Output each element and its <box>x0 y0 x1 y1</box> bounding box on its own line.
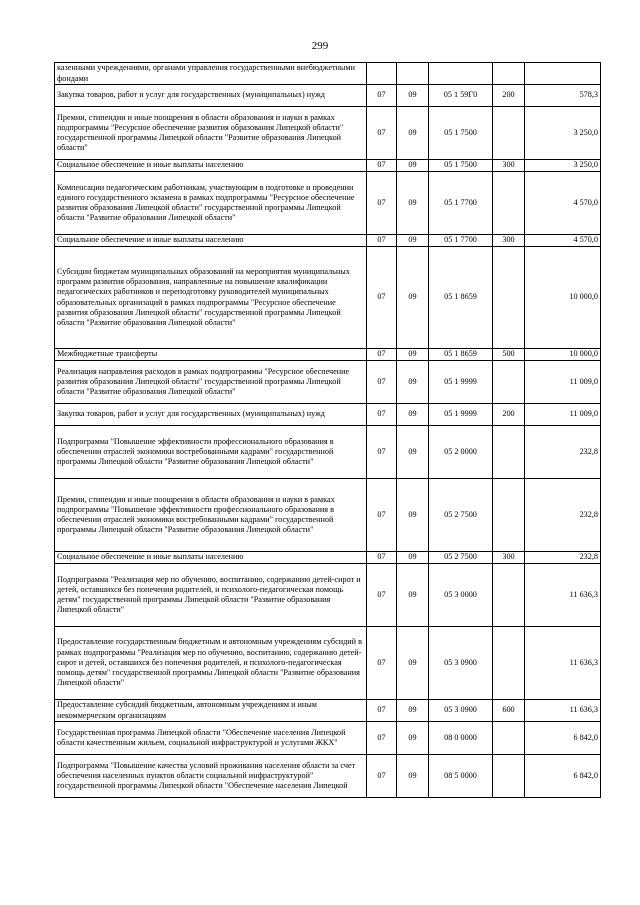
row-section: 07 <box>367 404 397 426</box>
row-name: Закупка товаров, работ и услуг для государственных (муниципальных) нужд <box>55 85 367 107</box>
row-section: 07 <box>367 722 397 755</box>
row-sum: 11 009,0 <box>525 404 601 426</box>
row-expense-type: 200 <box>493 404 525 426</box>
row-target-article: 05 1 7700 <box>429 172 493 235</box>
row-section: 07 <box>367 85 397 107</box>
row-target-article: 05 1 9999 <box>429 361 493 404</box>
row-subsection: 09 <box>397 160 429 172</box>
row-expense-type: 300 <box>493 235 525 247</box>
table-row <box>55 755 601 798</box>
row-section <box>367 63 397 85</box>
row-sum: 10 000,0 <box>525 349 601 361</box>
row-expense-type: 300 <box>493 160 525 172</box>
row-target-article: 05 1 7700 <box>429 235 493 247</box>
row-name: Предоставление государственным бюджетным и автономным учреждениям субсидий в рамках подпрограммы "Реализация мер по обучению, воспитанию, содержанию детей-сирот и детей, оставшихся без попечения родителей, и психолого-педагогическая помощь детям" государственной программы Липецкой области "Развитие образования Липецкой области" <box>55 627 367 700</box>
row-expense-type: 600 <box>493 700 525 722</box>
row-target-article: 08 5 0000 <box>429 755 493 798</box>
table-row <box>55 479 601 552</box>
row-expense-type <box>493 426 525 479</box>
row-name: Закупка товаров, работ и услуг для государственных (муниципальных) нужд <box>55 404 367 426</box>
row-section: 07 <box>367 479 397 552</box>
row-name: Межбюджетные трансферты <box>55 349 367 361</box>
budget-table-body <box>55 63 601 798</box>
row-subsection: 09 <box>397 755 429 798</box>
row-section: 07 <box>367 107 397 160</box>
row-target-article: 05 1 8659 <box>429 349 493 361</box>
row-sum: 11 636,3 <box>525 700 601 722</box>
row-expense-type <box>493 107 525 160</box>
row-expense-type <box>493 627 525 700</box>
row-name: Социальное обеспечение и иные выплаты населению <box>55 552 367 564</box>
row-target-article: 08 0 0000 <box>429 722 493 755</box>
row-name: Подпрограмма "Реализация мер по обучению, воспитанию, содержанию детей-сирот и детей, оставшихся без попечения родителей, и психолого-педагогическая помощь детям" государственной программы Липецкой области "Развитие образования Липецкой области" <box>55 564 367 627</box>
page-number: 299 <box>311 40 329 52</box>
row-expense-type: 300 <box>493 552 525 564</box>
row-expense-type <box>493 172 525 235</box>
row-sum: 3 250,0 <box>525 160 601 172</box>
table-row <box>55 564 601 627</box>
row-section: 07 <box>367 755 397 798</box>
row-sum <box>525 63 601 85</box>
row-sum: 6 842,0 <box>525 755 601 798</box>
row-name: Премии, стипендии и иные поощрения в области образования и науки в рамках подпрограммы "Повышение эффективности профессионального образования в обеспечении отраслей экономики востребованными кадрами" государственной программы Липецкой области "Развитие образования Липецкой области" <box>55 479 367 552</box>
row-name: Подпрограмма "Повышение эффективности профессионального образования в обеспечении отраслей экономики востребованными кадрами" государственной программы Липецкой области "Развитие образования Липецкой области" <box>55 426 367 479</box>
row-subsection: 09 <box>397 627 429 700</box>
row-section: 07 <box>367 361 397 404</box>
row-target-article: 05 1 7500 <box>429 160 493 172</box>
row-section: 07 <box>367 160 397 172</box>
table-row <box>55 426 601 479</box>
table-row <box>55 552 601 564</box>
table-row <box>55 349 601 361</box>
row-sum: 11 636,3 <box>525 627 601 700</box>
row-expense-type <box>493 755 525 798</box>
row-subsection: 09 <box>397 107 429 160</box>
row-sum: 578,3 <box>525 85 601 107</box>
row-expense-type <box>493 361 525 404</box>
row-subsection: 09 <box>397 722 429 755</box>
row-expense-type <box>493 564 525 627</box>
table-row <box>55 404 601 426</box>
row-name: Социальное обеспечение и иные выплаты населению <box>55 160 367 172</box>
row-sum: 232,8 <box>525 479 601 552</box>
row-section: 07 <box>367 349 397 361</box>
row-name: Социальное обеспечение и иные выплаты населению <box>55 235 367 247</box>
row-target-article: 05 2 0000 <box>429 426 493 479</box>
row-expense-type: 500 <box>493 349 525 361</box>
row-target-article: 05 3 0900 <box>429 700 493 722</box>
row-section: 07 <box>367 700 397 722</box>
row-section: 07 <box>367 247 397 349</box>
row-subsection: 09 <box>397 564 429 627</box>
row-target-article: 05 1 9999 <box>429 404 493 426</box>
row-sum: 11 636,3 <box>525 564 601 627</box>
row-name: Подпрограмма "Повышение качества условий проживания населения области за счет обеспечения населенных пунктов области социальной инфраструктурой" государственной программы Липецкой области "Обеспечение населения Липецкой <box>55 755 367 798</box>
row-subsection: 09 <box>397 361 429 404</box>
table-row <box>55 361 601 404</box>
row-subsection: 09 <box>397 349 429 361</box>
row-name: казенными учреждениями, органами управления государственными внебюджетными фондами <box>55 63 367 85</box>
row-target-article: 05 2 7500 <box>429 552 493 564</box>
row-subsection: 09 <box>397 172 429 235</box>
row-expense-type <box>493 722 525 755</box>
row-expense-type <box>493 479 525 552</box>
row-subsection: 09 <box>397 479 429 552</box>
row-target-article <box>429 63 493 85</box>
row-target-article: 05 3 0900 <box>429 627 493 700</box>
table-row <box>55 172 601 235</box>
row-sum: 10 000,0 <box>525 247 601 349</box>
row-name: Субсидии бюджетам муниципальных образований на мероприятия муниципальных программ развития образования, направленные на повышение квалификации педагогических работников и переподготовку руководителей муниципальных образовательных организаций в рамках подпрограммы "Ресурсное обеспечение развития образования Липецкой области" государственной программы Липецкой области "Развитие образования Липецкой области" <box>55 247 367 349</box>
table-row <box>55 627 601 700</box>
table-row <box>55 722 601 755</box>
row-name: Предоставление субсидий бюджетным, автономным учреждениям и иным некоммерческим организациям <box>55 700 367 722</box>
row-subsection: 09 <box>397 552 429 564</box>
row-expense-type <box>493 247 525 349</box>
table-row <box>55 160 601 172</box>
row-subsection: 09 <box>397 700 429 722</box>
row-target-article: 05 1 7500 <box>429 107 493 160</box>
row-section: 07 <box>367 426 397 479</box>
row-sum: 4 570,0 <box>525 172 601 235</box>
row-target-article: 05 1 59Г0 <box>429 85 493 107</box>
row-sum: 4 570,0 <box>525 235 601 247</box>
table-row <box>55 63 601 85</box>
row-expense-type: 200 <box>493 85 525 107</box>
row-section: 07 <box>367 564 397 627</box>
row-name: Реализация направления расходов в рамках подпрограммы "Ресурсное обеспечение развития образования Липецкой области" государственной программы Липецкой области "Развитие образования Липецкой области" <box>55 361 367 404</box>
budget-table <box>54 62 601 798</box>
row-sum: 6 842,0 <box>525 722 601 755</box>
row-sum: 232,8 <box>525 552 601 564</box>
table-row <box>55 700 601 722</box>
row-target-article: 05 2 7500 <box>429 479 493 552</box>
row-sum: 3 250,0 <box>525 107 601 160</box>
row-name: Государственная программа Липецкой области "Обеспечение населения Липецкой области качественным жильем, социальной инфраструктурой и услугами ЖКХ" <box>55 722 367 755</box>
table-row <box>55 85 601 107</box>
row-sum: 232,8 <box>525 426 601 479</box>
row-subsection: 09 <box>397 247 429 349</box>
row-sum: 11 009,0 <box>525 361 601 404</box>
row-subsection <box>397 63 429 85</box>
row-name: Премии, стипендии и иные поощрения в области образования и науки в рамках подпрограммы "Ресурсное обеспечение развития образования Липецкой области" государственной программы Липецкой области "Развитие образования Липецкой области" <box>55 107 367 160</box>
table-row <box>55 235 601 247</box>
table-row <box>55 247 601 349</box>
table-row <box>55 107 601 160</box>
row-section: 07 <box>367 235 397 247</box>
row-subsection: 09 <box>397 404 429 426</box>
row-name: Компенсации педагогическим работникам, участвующим в подготовке и проведении единого государственного экзамена в рамках подпрограммы "Ресурсное обеспечение развития образования Липецкой области" государственной программы Липецкой области "Развитие образования Липецкой области" <box>55 172 367 235</box>
row-section: 07 <box>367 627 397 700</box>
row-subsection: 09 <box>397 235 429 247</box>
row-target-article: 05 1 8659 <box>429 247 493 349</box>
row-target-article: 05 3 0000 <box>429 564 493 627</box>
row-subsection: 09 <box>397 426 429 479</box>
row-subsection: 09 <box>397 85 429 107</box>
row-expense-type <box>493 63 525 85</box>
row-section: 07 <box>367 172 397 235</box>
row-section: 07 <box>367 552 397 564</box>
